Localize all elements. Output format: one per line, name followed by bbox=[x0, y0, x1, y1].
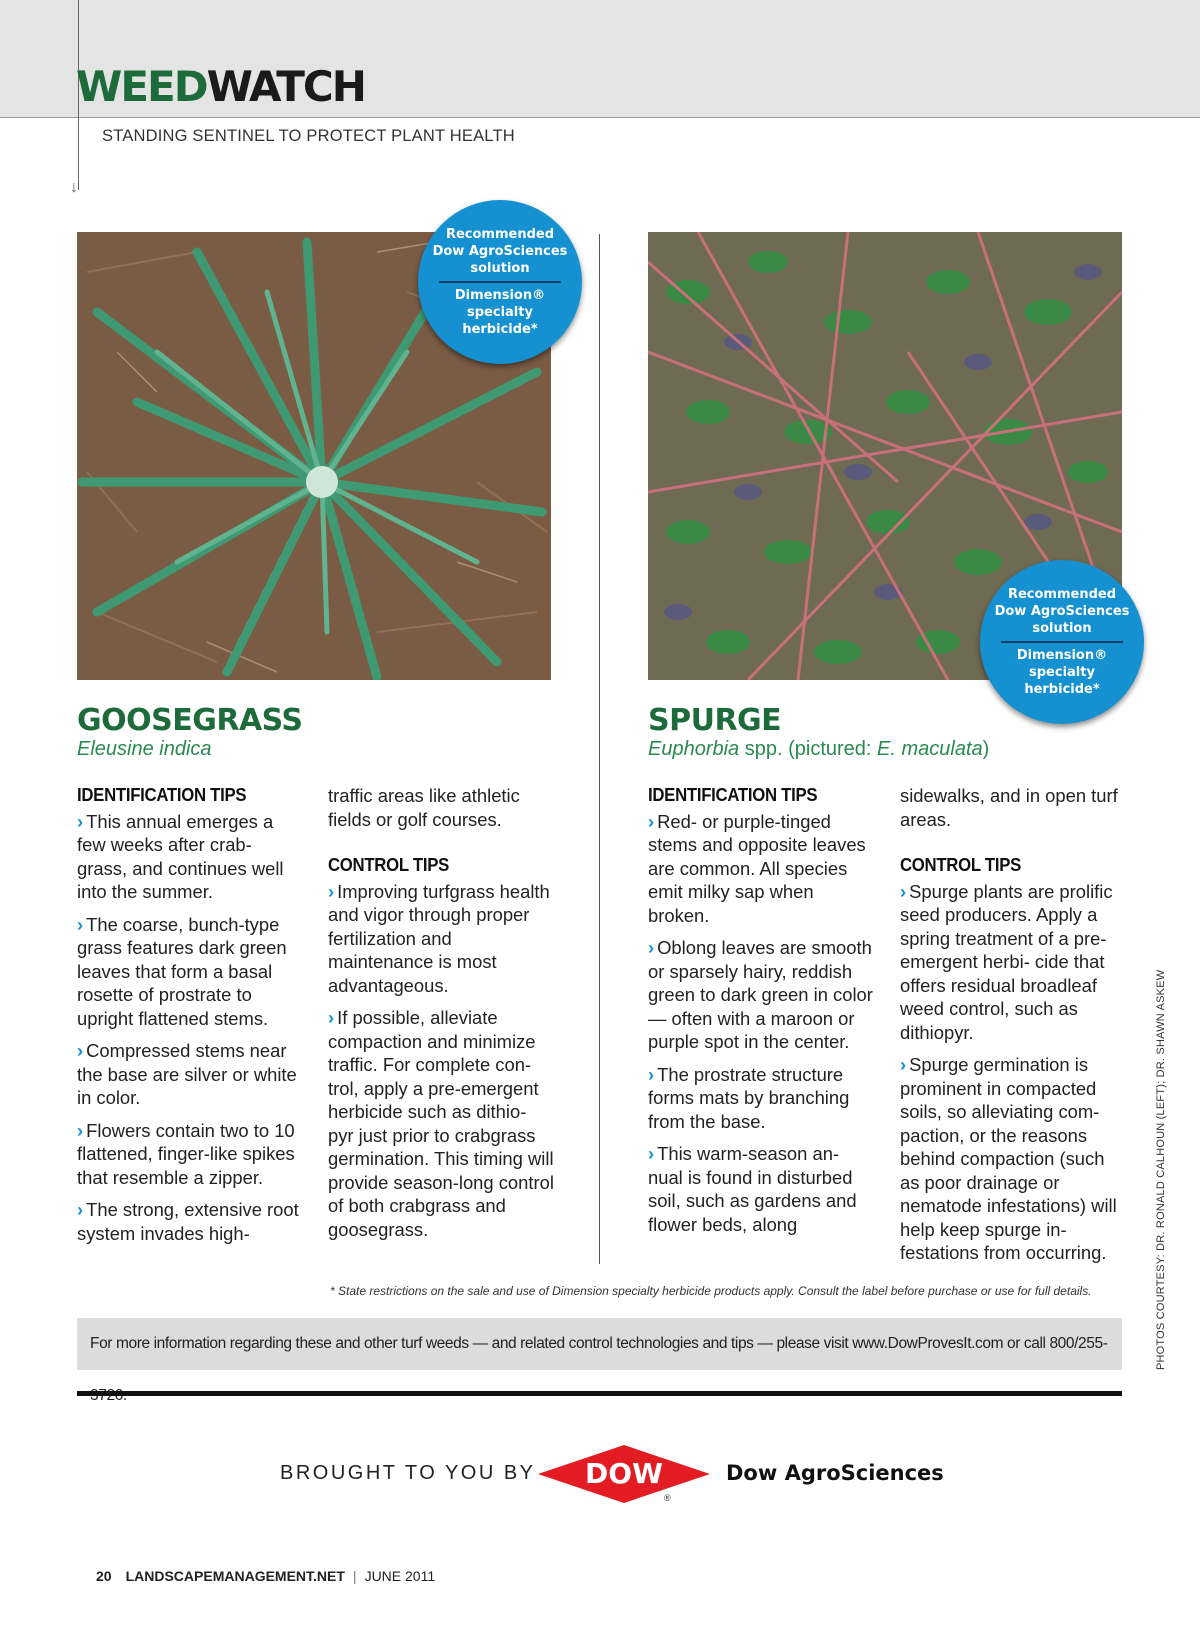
brought-to-you-by: BROUGHT TO YOU BY bbox=[280, 1462, 536, 1484]
badge-line: Recommended bbox=[1007, 587, 1117, 602]
tip-text: Spurge germination is prominent in compacted soils, so alleviating com- paction, or the reasons behind compaction (such as poor drainage or nematode infestations) will help keep spurge in- festations from occurring. bbox=[900, 1054, 1117, 1263]
tip-text: The coarse, bunch-type grass features dark green leaves that form a basal rosette of prostrate to upright flattened stems. bbox=[77, 913, 287, 1029]
badge-line: specialty bbox=[1029, 665, 1095, 680]
tip-text: The strong, extensive root system invades high- bbox=[77, 1199, 299, 1244]
recommended-solution-badge bbox=[418, 200, 582, 364]
tip-item bbox=[900, 880, 1126, 1045]
goosegrass-title: GOOSEGRASS bbox=[77, 703, 303, 738]
badge-line: herbicide* bbox=[1024, 682, 1100, 697]
scientific-species: E. maculata bbox=[877, 738, 983, 760]
id-tips-heading: IDENTIFICATION TIPS bbox=[77, 785, 247, 805]
spurge-control-column bbox=[900, 784, 1126, 1274]
goosegrass-control-column bbox=[328, 784, 556, 1250]
chevron-right-icon: › bbox=[648, 1143, 655, 1164]
control-tips-heading: CONTROL TIPS bbox=[900, 855, 1021, 875]
badge-line: Dow AgroSciences bbox=[994, 604, 1130, 619]
tip-text: Oblong leaves are smooth or sparsely hairy, reddish green to dark green in color — often with a maroon or purple spot in the center. bbox=[648, 937, 873, 1052]
badge-line: Dow AgroSciences bbox=[432, 244, 568, 259]
issue-date: JUNE 2011 bbox=[364, 1568, 436, 1584]
spurge-title: SPURGE bbox=[648, 703, 782, 738]
scientific-name-text: Eleusine indica bbox=[77, 738, 212, 760]
folio-separator: | bbox=[352, 1568, 357, 1584]
tip-continued: traffic areas like athletic fields or golf courses. bbox=[328, 785, 520, 830]
tip-item bbox=[77, 1119, 305, 1190]
badge-line: Dimension® bbox=[1016, 648, 1108, 663]
chevron-right-icon: › bbox=[77, 913, 84, 935]
chevron-right-icon: › bbox=[900, 1054, 907, 1075]
chevron-right-icon: › bbox=[77, 1119, 84, 1141]
tip-item bbox=[900, 1053, 1126, 1265]
tip-text: Red- or purple-tinged stems and opposite leaves are common. All species emit milky sap when broken. bbox=[648, 810, 866, 926]
tip-item bbox=[77, 1198, 305, 1245]
badge-divider bbox=[1001, 641, 1123, 643]
recommended-solution-badge bbox=[980, 560, 1144, 724]
chevron-right-icon: › bbox=[648, 937, 655, 958]
badge-line: specialty bbox=[467, 305, 533, 320]
tip-continued: sidewalks, and in open turf areas. bbox=[900, 785, 1118, 830]
chevron-right-icon: › bbox=[648, 810, 655, 832]
tip-text: This annual emerges a few weeks after crab- grass, and continues well into the summer. bbox=[77, 810, 284, 902]
tip-item bbox=[648, 936, 876, 1054]
info-bar: For more information regarding these and other turf weeds — and related control technologies and tips — please visit www.DowProvesIt.com or call 800/255- bbox=[77, 1318, 1122, 1370]
photo-credit: PHOTOS COURTESY: DR. RONALD CALHOUN (LEFT); DR. SHAWN ASKEW bbox=[1155, 969, 1167, 1370]
scientific-genus: Euphorbia bbox=[648, 738, 740, 760]
tip-text: The prostrate structure forms mats by branching from the base. bbox=[648, 1063, 850, 1132]
column-divider bbox=[599, 234, 600, 1264]
badge-line: solution bbox=[470, 261, 530, 276]
badge-divider bbox=[439, 281, 561, 283]
control-tips-heading: CONTROL TIPS bbox=[328, 855, 449, 875]
tip-text: If possible, alleviate compaction and minimize traffic. For complete con- trol, apply a pre-emergent herbicide such as dithio- pyr just prior to crabgrass germination. This timing will provide season-long control of both crabgrass and goosegrass. bbox=[328, 1007, 554, 1240]
scientific-mid: spp. (pictured: bbox=[739, 738, 878, 760]
goosegrass-scientific-name bbox=[77, 738, 212, 761]
page-folio bbox=[96, 1568, 435, 1584]
id-tips-heading: IDENTIFICATION TIPS bbox=[648, 785, 818, 805]
chevron-right-icon: › bbox=[77, 810, 84, 832]
chevron-right-icon: › bbox=[77, 1199, 84, 1220]
brand-watch: WATCH bbox=[206, 62, 365, 111]
tip-item bbox=[77, 913, 305, 1031]
tip-item bbox=[77, 810, 305, 904]
chevron-right-icon: › bbox=[900, 880, 907, 902]
chevron-right-icon: › bbox=[648, 1063, 655, 1085]
tip-item bbox=[648, 1142, 876, 1236]
registered-mark-icon: ® bbox=[664, 1493, 671, 1503]
spurge-id-column bbox=[648, 784, 876, 1245]
tip-item bbox=[328, 1006, 556, 1241]
dow-diamond-logo bbox=[538, 1445, 710, 1503]
sponsor-name: Dow AgroSciences bbox=[726, 1461, 944, 1485]
chevron-right-icon: › bbox=[328, 1007, 335, 1028]
badge-line: solution bbox=[1032, 621, 1092, 636]
section-rule bbox=[77, 1391, 1122, 1396]
goosegrass-id-column bbox=[77, 784, 305, 1254]
down-arrow-icon: ↓ bbox=[70, 179, 78, 196]
badge-line: Recommended bbox=[445, 227, 555, 242]
page-number: 20 bbox=[96, 1568, 112, 1584]
magazine-url: LANDSCAPEMANAGEMENT.NET bbox=[125, 1568, 345, 1584]
footnote: * State restrictions on the sale and use of Dimension specialty herbicide products apply. Consult the label before purchase or use for full details. bbox=[330, 1284, 1092, 1298]
tip-text: Improving turfgrass health and vigor through proper fertilization and maintenance is most advantageous. bbox=[328, 880, 550, 996]
tip-text: Spurge plants are prolific seed producers. Apply a spring treatment of a pre-emergent herbi- cide that offers residual broadleaf weed control, such as dithiopyr. bbox=[900, 880, 1113, 1043]
tip-item bbox=[648, 1063, 876, 1134]
chevron-right-icon: › bbox=[77, 1040, 84, 1061]
scientific-end: ) bbox=[982, 738, 990, 760]
chevron-right-icon: › bbox=[328, 880, 335, 902]
tip-text: Compressed stems near the base are silver or white in color. bbox=[77, 1040, 297, 1108]
dow-logo-text: DOW bbox=[585, 1457, 663, 1490]
tip-text: This warm-season an- nual is found in disturbed soil, such as gardens and flower beds, along bbox=[648, 1143, 857, 1235]
badge-line: herbicide* bbox=[462, 322, 538, 337]
tip-item bbox=[328, 880, 556, 998]
brand-weed: WEED bbox=[76, 62, 207, 111]
section-logo bbox=[76, 62, 365, 111]
spurge-scientific-name bbox=[648, 738, 989, 761]
tip-text: Flowers contain two to 10 flattened, finger-like spikes that resemble a zipper. bbox=[77, 1119, 295, 1188]
badge-line: Dimension® bbox=[454, 288, 546, 303]
section-tagline: STANDING SENTINEL TO PROTECT PLANT HEALTH bbox=[102, 127, 515, 145]
tip-item bbox=[648, 810, 876, 928]
tip-item bbox=[77, 1039, 305, 1110]
